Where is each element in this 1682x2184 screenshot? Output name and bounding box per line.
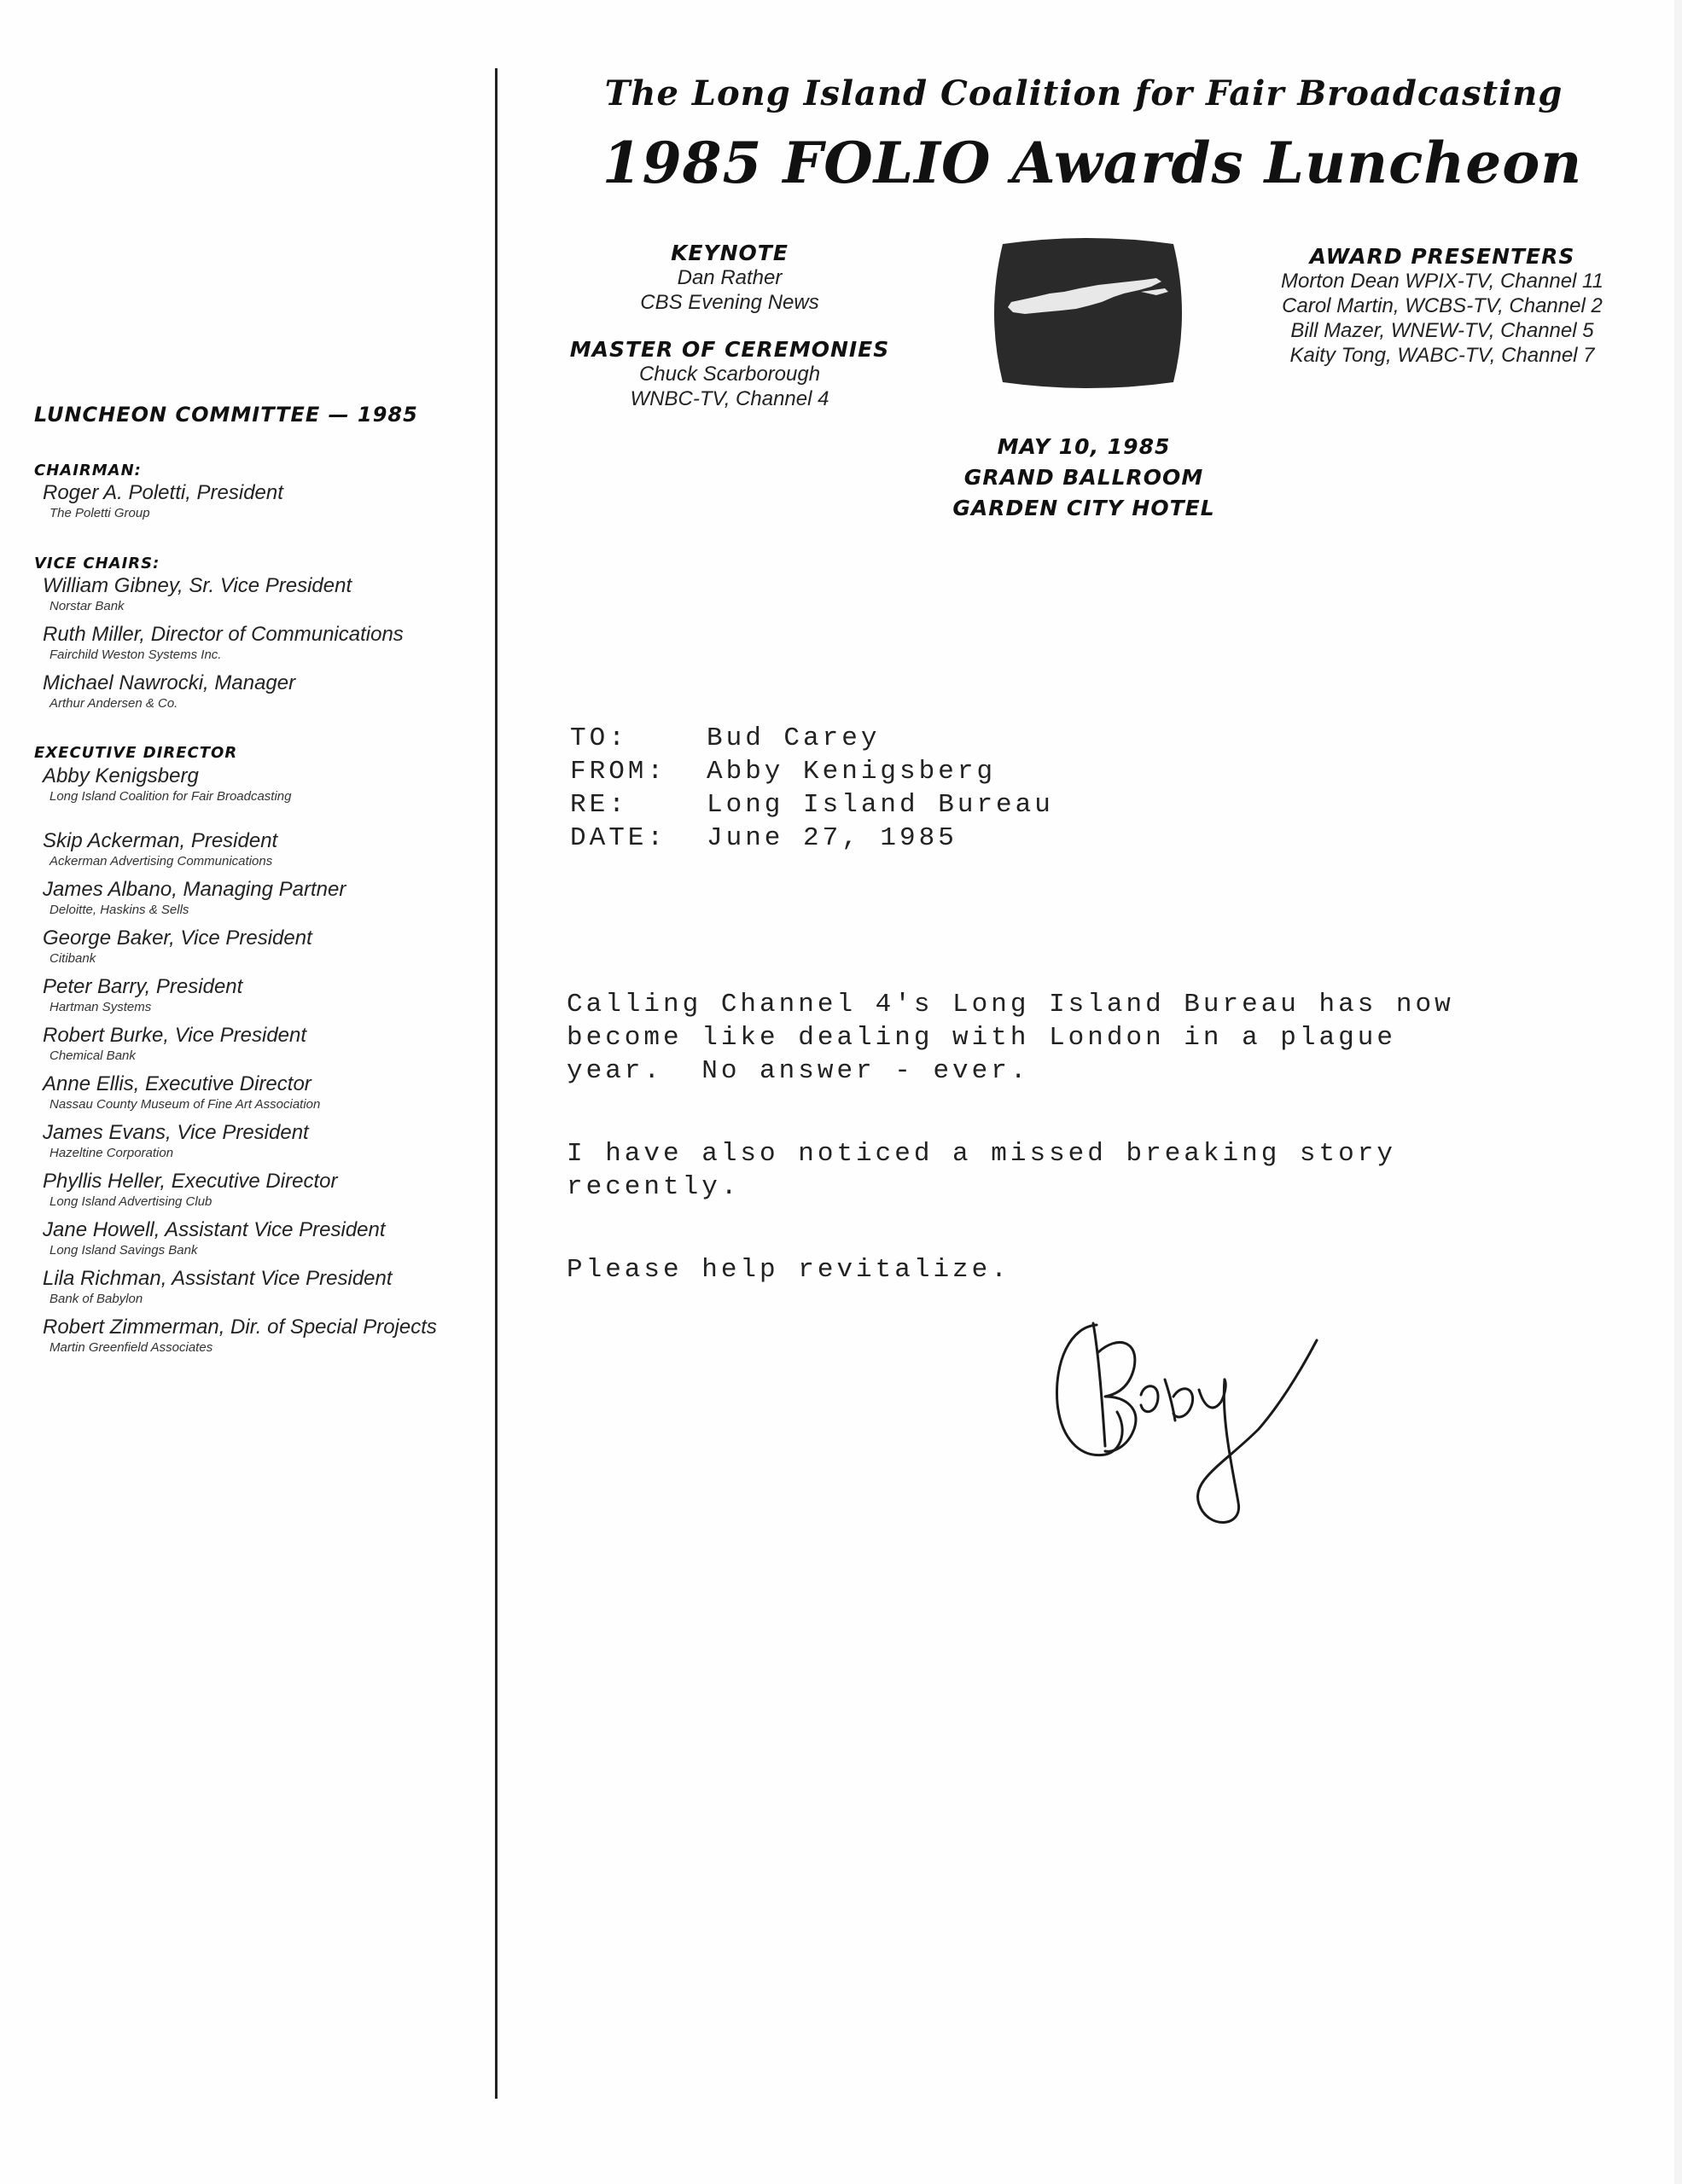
committee-member (43, 481, 283, 520)
vice-chairs-heading: VICE CHAIRS: (34, 555, 160, 572)
member-name: Ruth Miller, Director of Communications (43, 623, 404, 646)
memo-date-label: DATE: (570, 823, 667, 853)
keynote-heading: KEYNOTE (671, 241, 789, 265)
member-name: James Evans, Vice President (43, 1121, 309, 1144)
committee-member (43, 623, 404, 662)
member-org: Nassau County Museum of Fine Art Association (49, 1097, 321, 1112)
member-name: Anne Ellis, Executive Director (43, 1072, 311, 1095)
page-edge (1674, 0, 1682, 2184)
committee-member (43, 671, 295, 711)
mc-affiliation: WNBC-TV, Channel 4 (630, 387, 829, 410)
memo-from-value: Abby Kenigsberg (707, 757, 997, 787)
committee-member (43, 1121, 309, 1160)
presenter-line: Bill Mazer, WNEW-TV, Channel 5 (1290, 319, 1594, 342)
memo-line: Calling Channel 4's Long Island Bureau has now (567, 990, 1454, 1019)
member-org: Long Island Savings Bank (49, 1243, 198, 1258)
memo-paragraph (567, 1137, 1505, 1204)
handwritten-signature (1045, 1301, 1327, 1540)
committee-member (43, 1267, 393, 1306)
memo-to-row (570, 723, 1054, 757)
memo-line: Please help revitalize. (567, 1255, 1010, 1285)
event-date: MAY 10, 1985 (997, 434, 1171, 459)
member-org: Chemical Bank (49, 1048, 136, 1063)
member-name: Lila Richman, Assistant Vice President (43, 1267, 393, 1290)
page-title: 1985 FOLIO Awards Luncheon (602, 130, 1583, 196)
member-name: William Gibney, Sr. Vice President (43, 574, 352, 597)
memo-to-value: Bud Carey (707, 723, 881, 753)
member-org: Martin Greenfield Associates (49, 1340, 213, 1355)
member-name: Jane Howell, Assistant Vice President (43, 1218, 386, 1241)
member-org: Arthur Andersen & Co. (49, 696, 178, 711)
event-details (922, 432, 1246, 524)
member-name: Phyllis Heller, Executive Director (43, 1170, 338, 1193)
memo-body (567, 988, 1505, 1287)
keynote-speaker: Dan Rather (677, 266, 783, 289)
presenter-line: Carol Martin, WCBS-TV, Channel 2 (1282, 294, 1603, 317)
committee-member (43, 1024, 306, 1063)
vertical-divider (495, 68, 498, 2099)
member-name: Robert Zimmerman, Dir. of Special Projects (43, 1316, 437, 1339)
member-org: Fairchild Weston Systems Inc. (49, 648, 222, 662)
memo-paragraph (567, 988, 1505, 1088)
committee-member (43, 1170, 337, 1209)
executive-director-heading: EXECUTIVE DIRECTOR (34, 744, 238, 762)
chairman-heading: CHAIRMAN: (34, 462, 142, 479)
committee-member (43, 829, 277, 868)
memo-from-row (570, 757, 1054, 790)
member-name: Peter Barry, President (43, 975, 243, 998)
committee-member (43, 926, 312, 966)
presenters-heading: AWARD PRESENTERS (1309, 244, 1575, 269)
mc-heading: MASTER OF CEREMONIES (569, 337, 890, 362)
keynote-affiliation: CBS Evening News (640, 291, 819, 314)
member-org: Citibank (49, 951, 96, 966)
committee-title: LUNCHEON COMMITTEE — 1985 (34, 403, 418, 427)
memo-re-row (570, 790, 1054, 823)
member-org: Long Island Coalition for Fair Broadcasting (49, 789, 292, 804)
memo-line: become like dealing with London in a plague (567, 1023, 1396, 1053)
memo-re-label: RE: (570, 790, 628, 820)
memo-to-label: TO: (570, 723, 628, 753)
member-org: Deloitte, Haskins & Sells (49, 903, 189, 917)
organization-name: The Long Island Coalition for Fair Broadcasting (604, 73, 1563, 113)
member-org: Long Island Advertising Club (49, 1194, 212, 1209)
committee-member (43, 1316, 437, 1355)
presenter-line: Kaity Tong, WABC-TV, Channel 7 (1289, 344, 1595, 367)
member-name: Roger A. Poletti, President (43, 481, 283, 504)
memo-from-label: FROM: (570, 757, 667, 787)
member-name: George Baker, Vice President (43, 926, 312, 950)
master-of-ceremonies-block (546, 337, 913, 411)
memo-line: recently. (567, 1172, 741, 1202)
member-org: Hartman Systems (49, 1000, 152, 1014)
committee-member (43, 574, 352, 613)
event-venue: GRAND BALLROOM (963, 465, 1204, 490)
committee-member (43, 1218, 386, 1258)
member-name: Abby Kenigsberg (43, 764, 199, 787)
member-org: Hazeltine Corporation (49, 1146, 174, 1160)
member-name: Robert Burke, Vice President (43, 1024, 307, 1047)
memo-date-row (570, 823, 1054, 857)
committee-member (43, 878, 346, 917)
memo-re-value: Long Island Bureau (707, 790, 1054, 820)
memo-header (570, 723, 1054, 857)
member-name: James Albano, Managing Partner (43, 878, 346, 901)
member-org: The Poletti Group (49, 506, 150, 520)
mc-name: Chuck Scarborough (638, 363, 821, 386)
tv-long-island-logo (986, 232, 1190, 394)
committee-member (43, 764, 292, 804)
award-presenters-block (1250, 244, 1634, 368)
presenter-line: Morton Dean WPIX-TV, Channel 11 (1281, 270, 1603, 293)
member-name: Michael Nawrocki, Manager (43, 671, 296, 694)
member-org: Ackerman Advertising Communications (49, 854, 273, 868)
memo-line: year. No answer - ever. (567, 1056, 1030, 1086)
event-hotel: GARDEN CITY HOTEL (952, 496, 1215, 520)
memo-line: I have also noticed a missed breaking story (567, 1139, 1396, 1169)
keynote-block (546, 241, 913, 315)
member-org: Norstar Bank (49, 599, 125, 613)
memo-paragraph (567, 1253, 1505, 1287)
memo-date-value: June 27, 1985 (707, 823, 957, 853)
committee-member (43, 1072, 320, 1112)
member-org: Bank of Babylon (49, 1292, 143, 1306)
member-name: Skip Ackerman, President (43, 829, 278, 852)
committee-member (43, 975, 242, 1014)
